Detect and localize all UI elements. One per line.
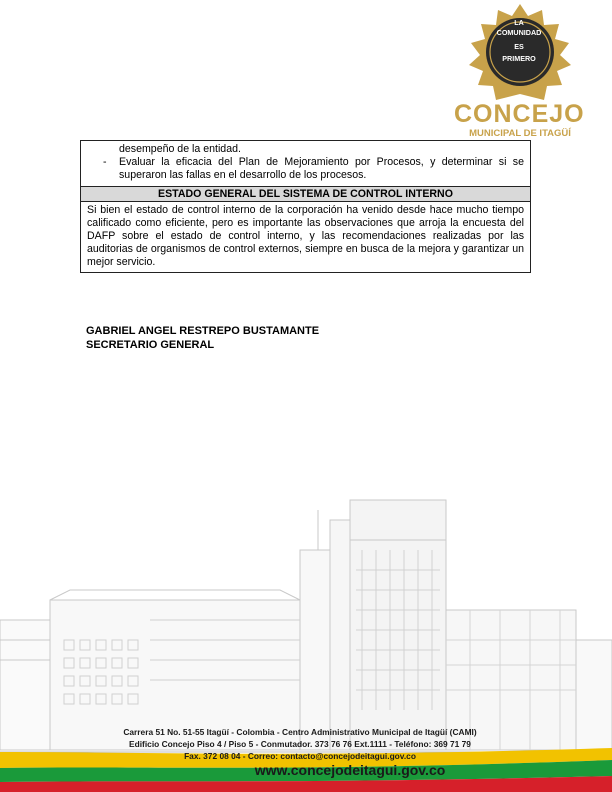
signer-title: SECRETARIO GENERAL [86,339,215,351]
logo-name: CONCEJO [454,100,585,128]
footer-line-3: Fax. 372 08 04 - Correo: contacto@concejodeitagui.gov.co [184,751,416,761]
badge-text-3: ES [514,42,524,51]
footer-line-2: Edificio Concejo Piso 4 / Piso 5 - Conmutador. 373 76 76 Ext.1111 - Teléfono: 369 71 79 [129,739,471,749]
bullet-text: Evaluar la eficacia del Plan de Mejoramiento por Procesos, y determinar si se superaron las fallas en el desarrollo de los procesos. [119,156,524,181]
continuation-text: desempeño de la entidad. [119,143,241,155]
list-item [103,156,524,182]
section-body: Si bien el estado de control interno de la corporación ha venido desde hace mucho tiempo calificado como eficiente, pero es importante las observaciones que arroja la encuesta del DAFP sobre el estado de control interno, y las recomendaciones realizadas por las auditorias de organismos de control externos, siempre en busca de la mejora y garantizar un mejor servicio. [87,204,524,268]
footer-website: www.concejodeitagui.gov.co [254,762,446,778]
footer-address [100,726,500,762]
badge-emblem-icon [440,2,590,102]
badge-text-1: LA [514,18,524,27]
concejo-logo [440,2,590,142]
signature-block [86,324,319,352]
content-table [80,140,531,273]
badge-text-4: PRIMERO [502,54,536,63]
bullet-dash: - [103,156,107,168]
badge-text-2: COMUNIDAD [496,28,542,37]
section-title: ESTADO GENERAL DEL SISTEMA DE CONTROL INTERNO [81,186,530,202]
signer-name: GABRIEL ANGEL RESTREPO BUSTAMANTE [86,325,320,337]
footer-line-1: Carrera 51 No. 51-55 Itagüí - Colombia - Centro Administrativo Municipal de Itagüí (CAMI) [123,727,477,737]
objectives-cell [81,141,530,186]
logo-subtitle: MUNICIPAL DE ITAGÜÍ [469,128,571,139]
